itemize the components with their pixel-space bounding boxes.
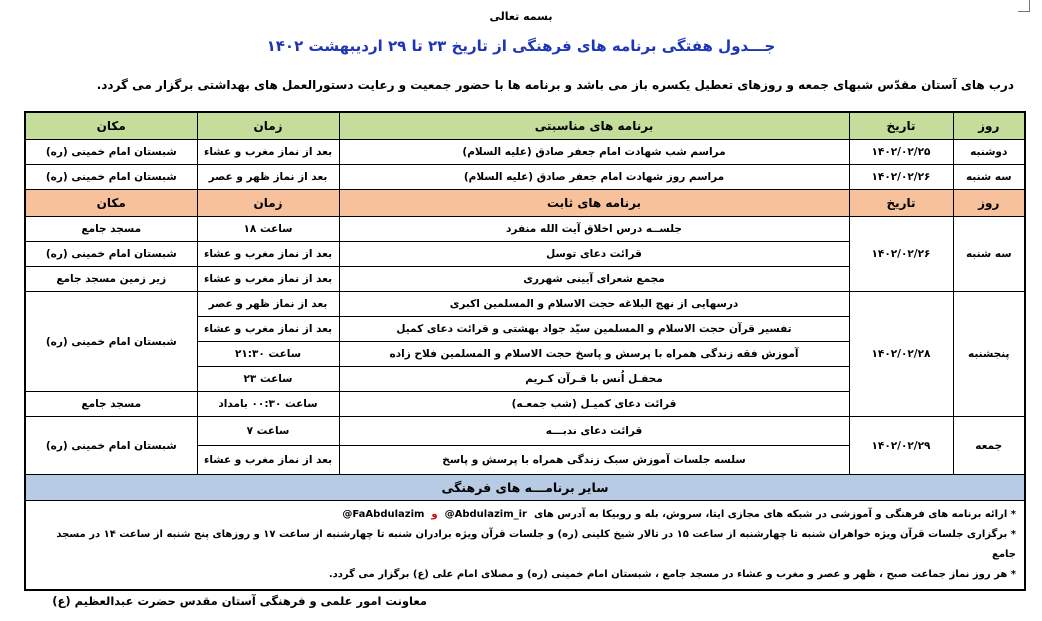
- handle-faabdulazim[interactable]: @FaAbdulazim: [342, 509, 425, 520]
- cell-time: بعد از نماز ظهر و عصر: [197, 165, 339, 190]
- table-row: [25, 217, 1025, 242]
- cell-date: ۱۴۰۲/۰۲/۲۵: [849, 140, 953, 165]
- cell-date: ۱۴۰۲/۰۲/۲۹: [849, 417, 953, 475]
- cell-program: مراسم شب شهادت امام جعفر صادق (علیه السلام): [339, 140, 849, 165]
- cell-place: زیر زمین مسجد جامع: [25, 267, 197, 292]
- intro-text: درب های آستان مقدّس شبهای جمعه و روزهای تعطیل یکسره باز می باشد و برنامه ها با حضور جمعیت و رعایت دستورالعمل های بهداشتی برگزار می گردد.: [96, 78, 1014, 92]
- notes-row: [25, 501, 1025, 591]
- cell-date: ۱۴۰۲/۰۲/۲۸: [849, 292, 953, 417]
- cell-time: بعد از نماز مغرب و عشاء: [197, 267, 339, 292]
- cell-day: جمعه: [953, 417, 1025, 475]
- cell-time: بعد از نماز مغرب و عشاء: [197, 140, 339, 165]
- cell-place: مسجد جامع: [25, 217, 197, 242]
- cell-time: بعد از نماز ظهر و عصر: [197, 292, 339, 317]
- cell-place: شبستان امام خمینی (ره): [25, 417, 197, 475]
- note-and: و: [431, 509, 438, 520]
- cell-time: بعد از نماز مغرب و عشاء: [197, 242, 339, 267]
- header-date: تاریخ: [849, 112, 953, 140]
- cell-day: پنجشنبه: [953, 292, 1025, 417]
- header-day: روز: [953, 112, 1025, 140]
- cell-date: ۱۴۰۲/۰۲/۲۶: [849, 165, 953, 190]
- schedule-table: [24, 111, 1026, 591]
- cell-time: ساعت ۷: [197, 417, 339, 446]
- bismillah: بسمه تعالی: [489, 10, 553, 23]
- cell-time: بعد از نماز مغرب و عشاء: [197, 317, 339, 342]
- note-social-networks: [34, 505, 1016, 525]
- cell-program: سلسه جلسات آموزش سبک زندگی همراه با پرسش و پاسخ: [339, 446, 849, 475]
- header-date: تاریخ: [849, 190, 953, 217]
- cell-time: ساعت ۰۰:۳۰ بامداد: [197, 392, 339, 417]
- other-programs-header-row: [25, 475, 1025, 501]
- header-day: روز: [953, 190, 1025, 217]
- cell-program: تفسیر قرآن حجت الاسلام و المسلمین سیّد جواد بهشتی و قرائت دعای کمیل: [339, 317, 849, 342]
- cell-day: دوشنبه: [953, 140, 1025, 165]
- header-time: زمان: [197, 190, 339, 217]
- cell-place: شبستان امام خمینی (ره): [25, 242, 197, 267]
- cell-program: مجمع شعرای آیینی شهرری: [339, 267, 849, 292]
- cell-place: مسجد جامع: [25, 392, 197, 417]
- fixed-header-row: [25, 190, 1025, 217]
- cell-program: درسهایی از نهج البلاغه حجت الاسلام و المسلمین اکبری: [339, 292, 849, 317]
- cell-program: آموزش فقه زندگی همراه با پرسش و پاسخ حجت الاسلام و المسلمین فلاح زاده: [339, 342, 849, 367]
- cell-program: قرائت دعای کمیـل (شب جمعـه): [339, 392, 849, 417]
- header-time: زمان: [197, 112, 339, 140]
- handle-abdulazim-ir[interactable]: @Abdulazim_ir: [444, 509, 527, 520]
- table-row: [25, 292, 1025, 317]
- other-programs-heading: سایر برنامـــه های فرهنگی: [25, 475, 1025, 501]
- cell-program: محفـل اُنس با قـرآن کـریم: [339, 367, 849, 392]
- table-row: [25, 140, 1025, 165]
- note-quran-sessions: * برگزاری جلسات قرآن ویژه خواهران شنبه تا چهارشنبه از ساعت ۱۵ در تالار شیخ کلینی (ره) و جلسات قرآن ویژه برادران شنبه تا چهارشنبه از ساعت ۱۷ و روزهای پنج شنبه از ساعت ۱۴ در مسجد جامع: [56, 529, 1016, 560]
- cell-time: ساعت ۲۳: [197, 367, 339, 392]
- table-row: [25, 417, 1025, 446]
- cell-place: شبستان امام خمینی (ره): [25, 292, 197, 392]
- header-program: برنامه های مناسبتی: [339, 112, 849, 140]
- occasional-header-row: [25, 112, 1025, 140]
- cell-time: ساعت ۱۸: [197, 217, 339, 242]
- footer-signature: معاونت امور علمی و فرهنگی آستان مقدس حضرت عبدالعظیم (ع): [52, 594, 427, 608]
- cell-time: بعد از نماز مغرب و عشاء: [197, 446, 339, 475]
- header-place: مکان: [25, 112, 197, 140]
- note-congregational-prayer: * هر روز نماز جماعت صبح ، ظهر و عصر و مغرب و عشاء در مسجد جامع ، شبستان امام خمینی (ره) و مصلای امام علی (ع) برگزار می گردد.: [328, 569, 1016, 580]
- cell-time: ساعت ۲۱:۳۰: [197, 342, 339, 367]
- cell-place: شبستان امام خمینی (ره): [25, 165, 197, 190]
- cell-day: سه شنبه: [953, 165, 1025, 190]
- page-title: جـــدول هفتگی برنامه های فرهنگی از تاریخ ۲۳ تا ۲۹ اردیبهشت ۱۴۰۲: [266, 37, 776, 55]
- cell-place: شبستان امام خمینی (ره): [25, 140, 197, 165]
- cell-day: سه شنبه: [953, 217, 1025, 292]
- cell-program: قرائت دعای ندبـــه: [339, 417, 849, 446]
- cell-program: جلســه درس اخلاق آیت الله منفرد: [339, 217, 849, 242]
- notes-cell: [25, 501, 1025, 591]
- cell-program: مراسم روز شهادت امام جعفر صادق (علیه السلام): [339, 165, 849, 190]
- cell-date: ۱۴۰۲/۰۲/۲۶: [849, 217, 953, 292]
- header-program: برنامه های ثابت: [339, 190, 849, 217]
- header-place: مکان: [25, 190, 197, 217]
- note-social-text: * ارائه برنامه های فرهنگی و آموزشی در شبکه های مجازی ایتا، سروش، بله و روبیکا به آدرس های: [533, 509, 1016, 520]
- cell-program: قرائت دعای توسل: [339, 242, 849, 267]
- table-row: [25, 165, 1025, 190]
